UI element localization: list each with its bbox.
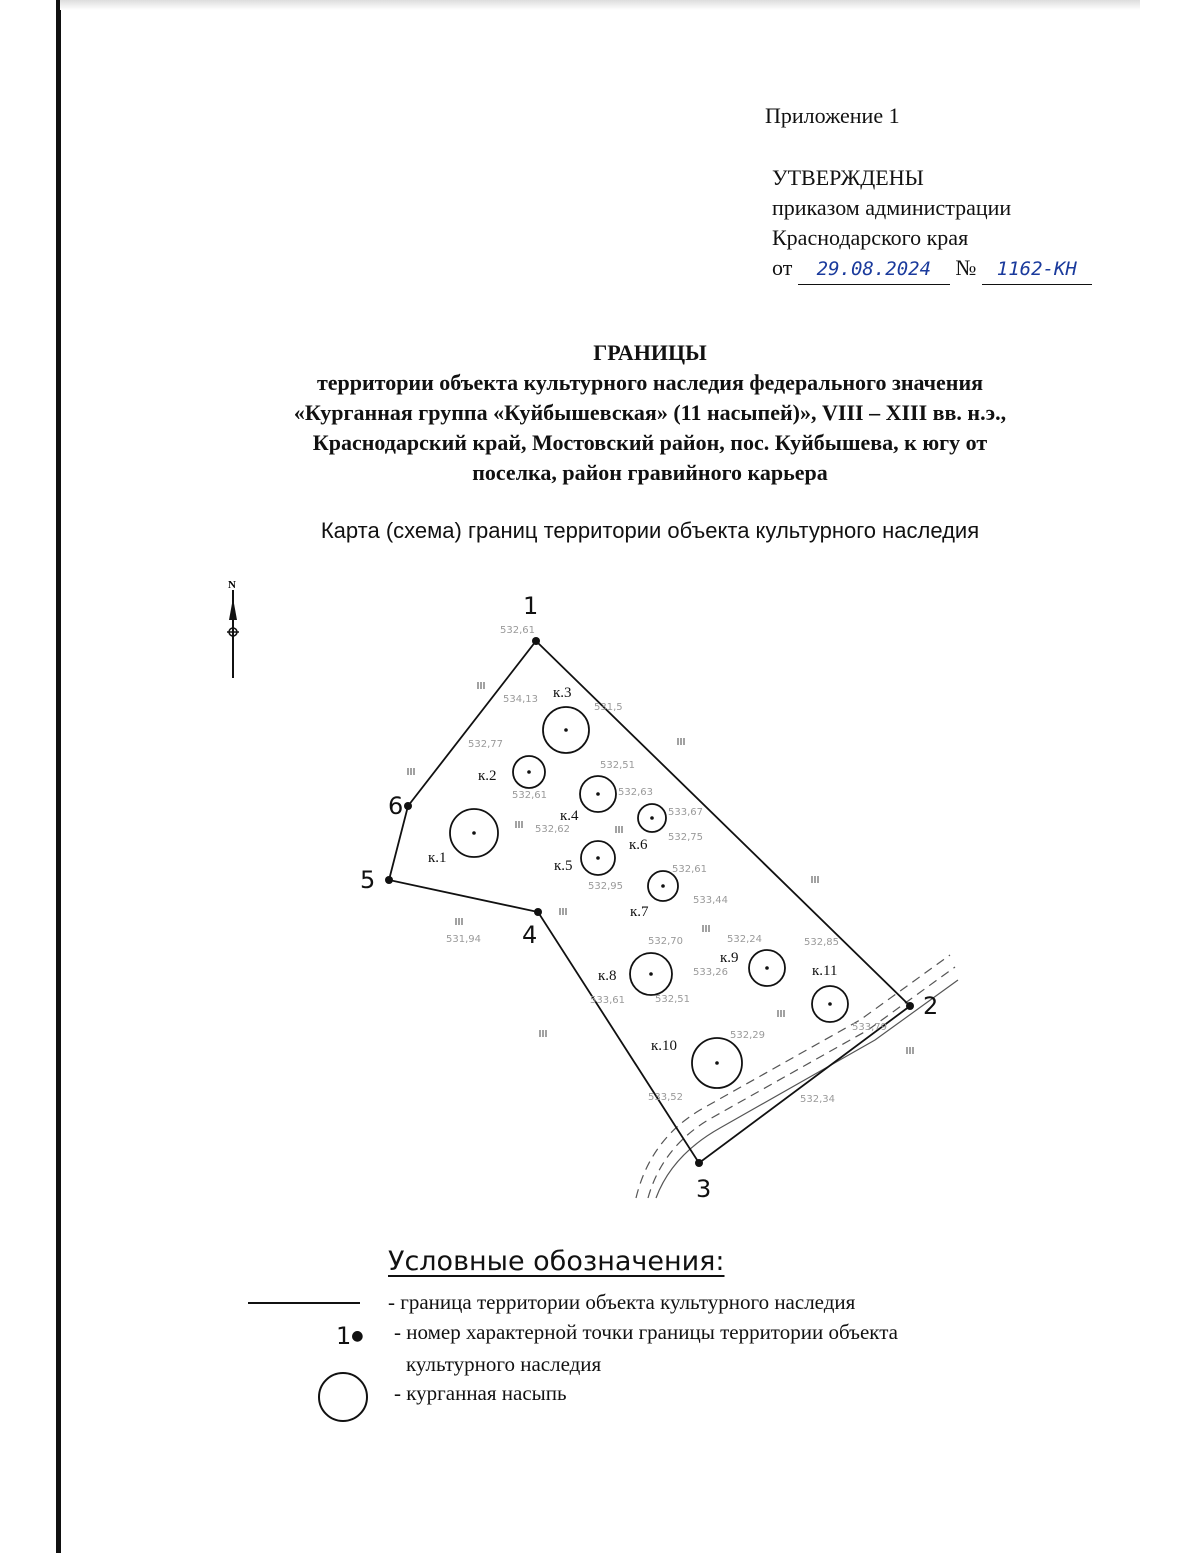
- legend-point-text-1: - номер характерной точки границы территории объекта: [394, 1320, 898, 1344]
- point-label-2: 2: [923, 992, 939, 1020]
- region-text: Краснодарского края: [772, 225, 969, 250]
- elevation-mark: 532,51: [655, 994, 690, 1005]
- elevation-mark: 532,61: [500, 625, 535, 636]
- legend-mound-text: - курганная насыпь: [394, 1381, 567, 1405]
- mound-label-4: к.4: [560, 808, 579, 824]
- number-prefix: №: [955, 255, 977, 280]
- title-line-3: Краснодарский край, Мостовский район, пос. Куйбышева, к югу от: [312, 430, 988, 455]
- elevation-mark: 532,95: [588, 881, 623, 892]
- scan-top-edge: [60, 0, 1140, 10]
- mound-label-2: к.2: [478, 768, 497, 784]
- elevation-mark: 532,34: [800, 1094, 835, 1105]
- point-label-4: 4: [522, 921, 538, 949]
- mound-label-6: к.6: [629, 837, 648, 853]
- boundary-points: [385, 637, 914, 1167]
- elevation-mark: 532,77: [468, 739, 503, 750]
- elevation-mark: 533,61: [590, 995, 625, 1006]
- mound-label-9: к.9: [720, 950, 739, 966]
- point-label-6: 6: [388, 792, 404, 820]
- elevation-mark: 532,29: [730, 1030, 765, 1041]
- elevation-mark: 532,24: [727, 934, 762, 945]
- title-line-1: территории объекта культурного наследия федерального значения: [316, 370, 984, 395]
- elevation-mark: 531,94: [446, 934, 481, 945]
- north-label: N: [228, 579, 236, 591]
- mound-label-10: к.10: [651, 1038, 678, 1054]
- order-date-line: [772, 253, 1092, 285]
- title-heading: ГРАНИЦЫ: [593, 340, 707, 365]
- mound-label-3: к.3: [553, 685, 572, 701]
- document-title: [160, 338, 1140, 488]
- boundary-point-4: [534, 908, 542, 916]
- legend-boundary-symbol: [248, 1302, 360, 1304]
- elevation-mark: 532,61: [512, 790, 547, 801]
- scan-left-edge: [0, 0, 61, 1553]
- point-label-5: 5: [360, 866, 376, 894]
- order-text: приказом администрации: [772, 195, 1012, 220]
- road-line: [636, 955, 958, 1198]
- legend-point-text-2: культурного наследия: [406, 1352, 602, 1376]
- boundary-point-6: [404, 802, 412, 810]
- title-line-2: «Курганная группа «Куйбышевская» (11 насыпей)», VIII – XIII вв. н.э.,: [293, 400, 1007, 425]
- mound-label-1: к.1: [428, 850, 447, 866]
- mound-label-7: к.7: [630, 904, 649, 920]
- elevation-mark: 533,44: [693, 895, 728, 906]
- elevation-mark: 533,79: [852, 1022, 887, 1033]
- elevation-mark: 533,52: [648, 1092, 683, 1103]
- approval-block: [772, 163, 1092, 285]
- boundary-map: [200, 570, 960, 1210]
- title-line-4: поселка, район гравийного карьера: [472, 460, 828, 485]
- elevation-mark: 532,51: [600, 760, 635, 771]
- elevation-mark: 532,85: [804, 937, 839, 948]
- order-number: 1162-КН: [982, 254, 1092, 285]
- legend-title: Условные обозначения:: [388, 1246, 725, 1277]
- elevation-mark: 531,5: [594, 702, 623, 713]
- map-caption: Карта (схема) границ территории объекта культурного наследия: [320, 518, 980, 543]
- mound-label-11: к.11: [812, 963, 838, 979]
- approved-label: УТВЕРЖДЕНЫ: [772, 165, 924, 190]
- legend-mound-symbol: [318, 1372, 368, 1422]
- elevation-mark: 532,61: [672, 864, 707, 875]
- boundary-point-1: [532, 637, 540, 645]
- boundary-point-2: [906, 1002, 914, 1010]
- elevation-mark: 532,63: [618, 787, 653, 798]
- elevation-mark: 533,26: [693, 967, 728, 978]
- legend-point-number: 1: [336, 1322, 352, 1350]
- appendix-label: Приложение 1: [765, 103, 900, 128]
- point-label-1: 1: [523, 592, 539, 620]
- territory-boundary: [389, 641, 910, 1163]
- elevation-mark: 532,70: [648, 936, 683, 947]
- order-date: 29.08.2024: [798, 254, 950, 285]
- boundary-point-5: [385, 876, 393, 884]
- north-arrow-icon: [227, 579, 239, 678]
- mound-label-8: к.8: [598, 968, 617, 984]
- mounds: [450, 707, 848, 1088]
- mound-label-5: к.5: [554, 858, 573, 874]
- date-prefix: от: [772, 255, 793, 280]
- point-label-3: 3: [696, 1175, 712, 1203]
- legend-point-symbol: 1●: [336, 1322, 364, 1350]
- boundary-point-3: [695, 1159, 703, 1167]
- legend-boundary-text: - граница территории объекта культурного наследия: [388, 1290, 856, 1314]
- elevation-mark: 533,67: [668, 807, 703, 818]
- elevation-mark: 532,62: [535, 824, 570, 835]
- elevation-mark: 534,13: [503, 694, 538, 705]
- elevation-mark: 532,75: [668, 832, 703, 843]
